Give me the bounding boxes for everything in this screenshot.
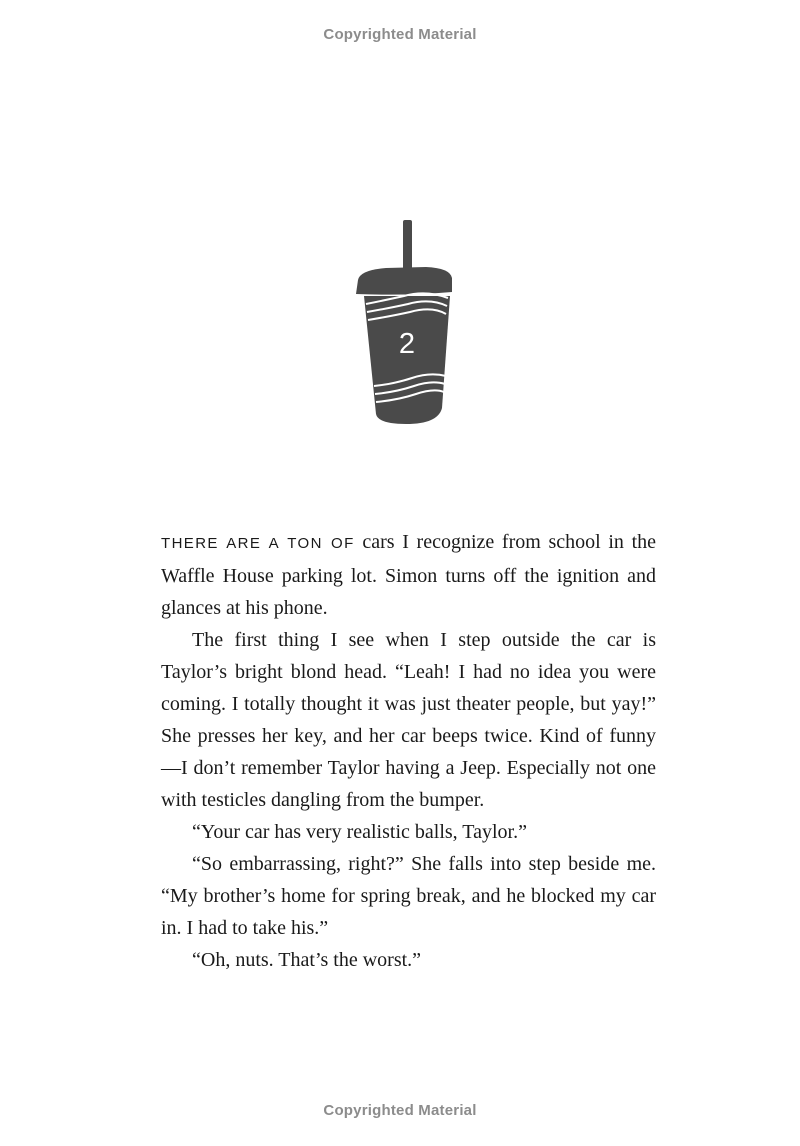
opening-small-caps: THERE ARE A TON OF bbox=[161, 535, 355, 552]
paragraph-3: “Your car has very realistic balls, Taylor.” bbox=[192, 821, 527, 843]
paragraph-1 bbox=[161, 526, 656, 624]
paragraph-1-text: cars I recognize from school in the Waffle House parking lot. Simon turns off the ignition and glances at his phone. bbox=[161, 531, 656, 619]
copyright-watermark-bottom: Copyrighted Material bbox=[323, 1102, 477, 1119]
paragraph-5: “Oh, nuts. That’s the worst.” bbox=[192, 949, 422, 971]
paragraph-2: The first thing I see when I step outside the car is Taylor’s bright blond head. “Leah! I had no idea you were coming. I totally thought it was just theater people, but yay!” She presses her key, and her car beeps twice. Kind of funny—I don’t remember Taylor having a Jeep. Especially not one with testicles dangling from the bumper. bbox=[161, 629, 656, 811]
chapter-body bbox=[161, 526, 656, 976]
copyright-watermark-top: Copyrighted Material bbox=[323, 26, 477, 43]
chapter-number: 2 bbox=[398, 328, 416, 360]
paragraph-4: “So embarrassing, right?” She falls into step beside me. “My brother’s home for spring break, and he blocked my car in. I had to take his.” bbox=[161, 853, 656, 939]
